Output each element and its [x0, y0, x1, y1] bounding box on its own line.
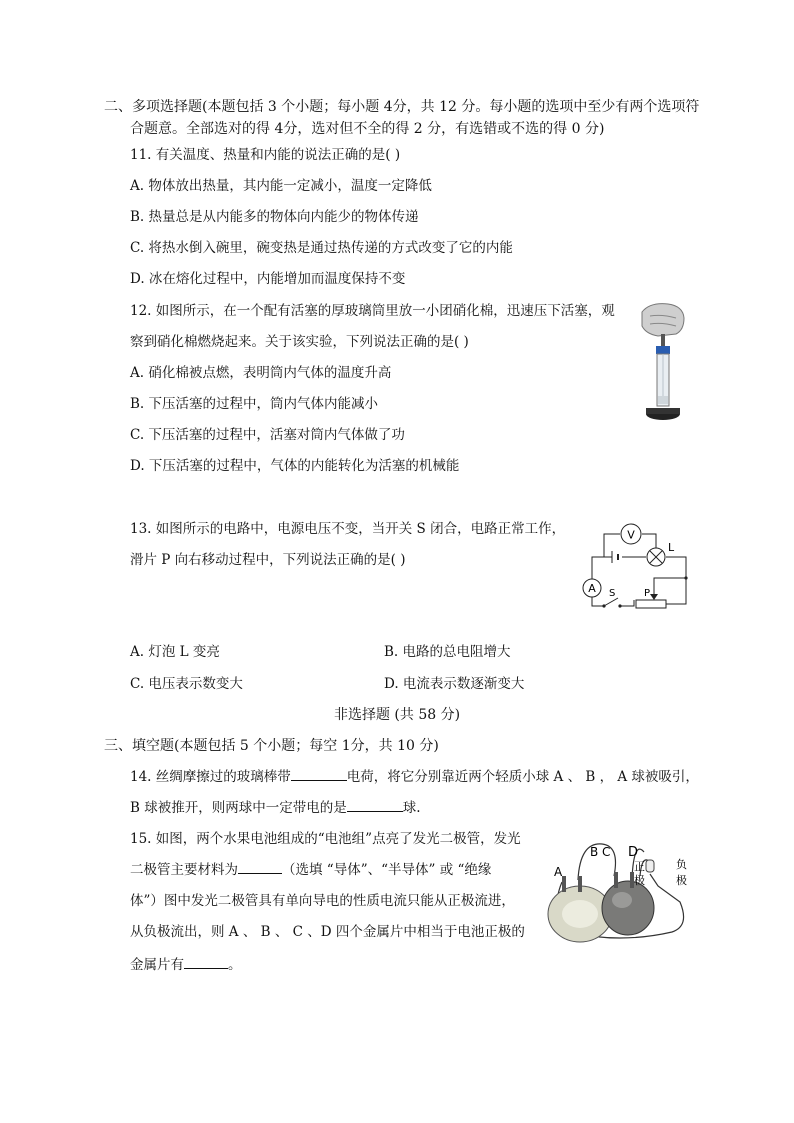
positive-pole-label-2: 极 — [634, 874, 645, 887]
negative-pole-label-1: 负 — [676, 858, 687, 871]
q14-text-part3: B 球被推开，则两球中一定带电的是 — [130, 800, 347, 816]
q11-option-c: C. 将热水倒入碗里，碗变热是通过热传递的方式改变了它的内能 — [130, 240, 513, 256]
q15-blank-1[interactable] — [238, 861, 282, 874]
section2-heading-line2: 合题意。全部选对的得 4分，选对但不全的得 2 分，有选错或不选的得 0 分) — [130, 121, 605, 137]
q14-text-part1: 14. 丝绸摩擦过的玻璃棒带 — [130, 769, 291, 785]
switch-label: S — [609, 588, 616, 599]
lamp-label: L — [668, 541, 675, 554]
q12-stem-line1: 12. 如图所示，在一个配有活塞的厚玻璃筒里放一小团硝化棉，迅速压下活塞，观 — [130, 303, 615, 319]
fruit-label-c: C — [602, 845, 611, 859]
q13-option-a: A. 灯泡 L 变亮 — [130, 644, 220, 660]
slider-label: P — [644, 588, 651, 599]
q15-text-line5b: 。 — [228, 957, 242, 973]
section3-heading: 三、填空题(本题包括 5 个小题；每空 1分，共 10 分) — [104, 738, 439, 754]
q15-line3: 体”）图中发光二极管具有单向导电的性质电流只能从正极流进， — [130, 893, 515, 909]
q11-option-d: D. 冰在熔化过程中，内能增加而温度保持不变 — [130, 271, 406, 287]
q11-stem: 11. 有关温度、热量和内能的说法正确的是( ) — [130, 147, 401, 163]
voltmeter-label: V — [627, 528, 635, 542]
q14-text-part2: 电荷，将它分别靠近两个轻质小球 A 、 B ， A 球被吸引， — [346, 769, 699, 785]
q12-stem-line2: 察到硝化棉燃烧起来。关于该实验，下列说法正确的是( ) — [130, 334, 469, 350]
q15-text-line2b: （选填 “导体”、“半导体” 或 “绝缘 — [282, 862, 492, 878]
negative-pole-label-2: 极 — [676, 874, 687, 887]
fruit-label-b: B — [590, 845, 599, 859]
q12-option-c: C. 下压活塞的过程中，活塞对筒内气体做了功 — [130, 427, 405, 443]
fruit-label-a: A — [554, 865, 563, 879]
q14-blank-1[interactable] — [291, 768, 347, 781]
q14-blank-2[interactable] — [347, 799, 403, 812]
ammeter-label: A — [588, 582, 596, 595]
q14-line2 — [130, 799, 421, 817]
q15-text-line2a: 二极管主要材料为 — [130, 862, 238, 878]
q14-line1 — [130, 768, 699, 786]
circuit-diagram — [574, 520, 694, 612]
positive-pole-label-1: 正 — [634, 860, 645, 873]
q14-text-part4: 球. — [402, 800, 421, 816]
q11-option-b: B. 热量总是从内能多的物体向内能少的物体传递 — [130, 209, 419, 225]
q11-option-a: A. 物体放出热量，其内能一定减小，温度一定降低 — [130, 178, 432, 194]
fruit-battery-figure — [540, 832, 700, 944]
q15-line5 — [130, 956, 242, 974]
q15-line2 — [130, 861, 491, 879]
q13-stem-line1: 13. 如图所示的电路中，电源电压不变，当开关 S 闭合，电路正常工作， — [130, 521, 566, 537]
nonchoice-heading: 非选择题 (共 58 分) — [333, 707, 461, 723]
section2-heading-line1: 二、多项选择题(本题包括 3 个小题；每小题 4分，共 12 分。每小题的选项中至少有两个选项符 — [104, 99, 700, 115]
q15-line1: 15. 如图，两个水果电池组成的“电池组”点亮了发光二极管，发光 — [130, 831, 521, 847]
q12-option-a: A. 硝化棉被点燃，表明筒内气体的温度升高 — [130, 365, 392, 381]
q12-option-b: B. 下压活塞的过程中，筒内气体内能减小 — [130, 396, 379, 412]
piston-apparatus-figure — [628, 300, 690, 428]
q15-line4: 从负极流出，则 A 、 B 、 C 、D 四个金属片中相当于电池正极的 — [130, 924, 525, 940]
q15-blank-2[interactable] — [184, 956, 228, 969]
q15-text-line5a: 金属片有 — [130, 957, 184, 973]
fruit-label-d: D — [628, 845, 639, 860]
q13-option-b: B. 电路的总电阻增大 — [384, 644, 511, 660]
q13-option-d: D. 电流表示数逐渐变大 — [384, 676, 525, 692]
q13-option-c: C. 电压表示数变大 — [130, 676, 243, 692]
q12-option-d: D. 下压活塞的过程中，气体的内能转化为活塞的机械能 — [130, 458, 460, 474]
q13-stem-line2: 滑片 P 向右移动过程中，下列说法正确的是( ) — [130, 552, 406, 568]
